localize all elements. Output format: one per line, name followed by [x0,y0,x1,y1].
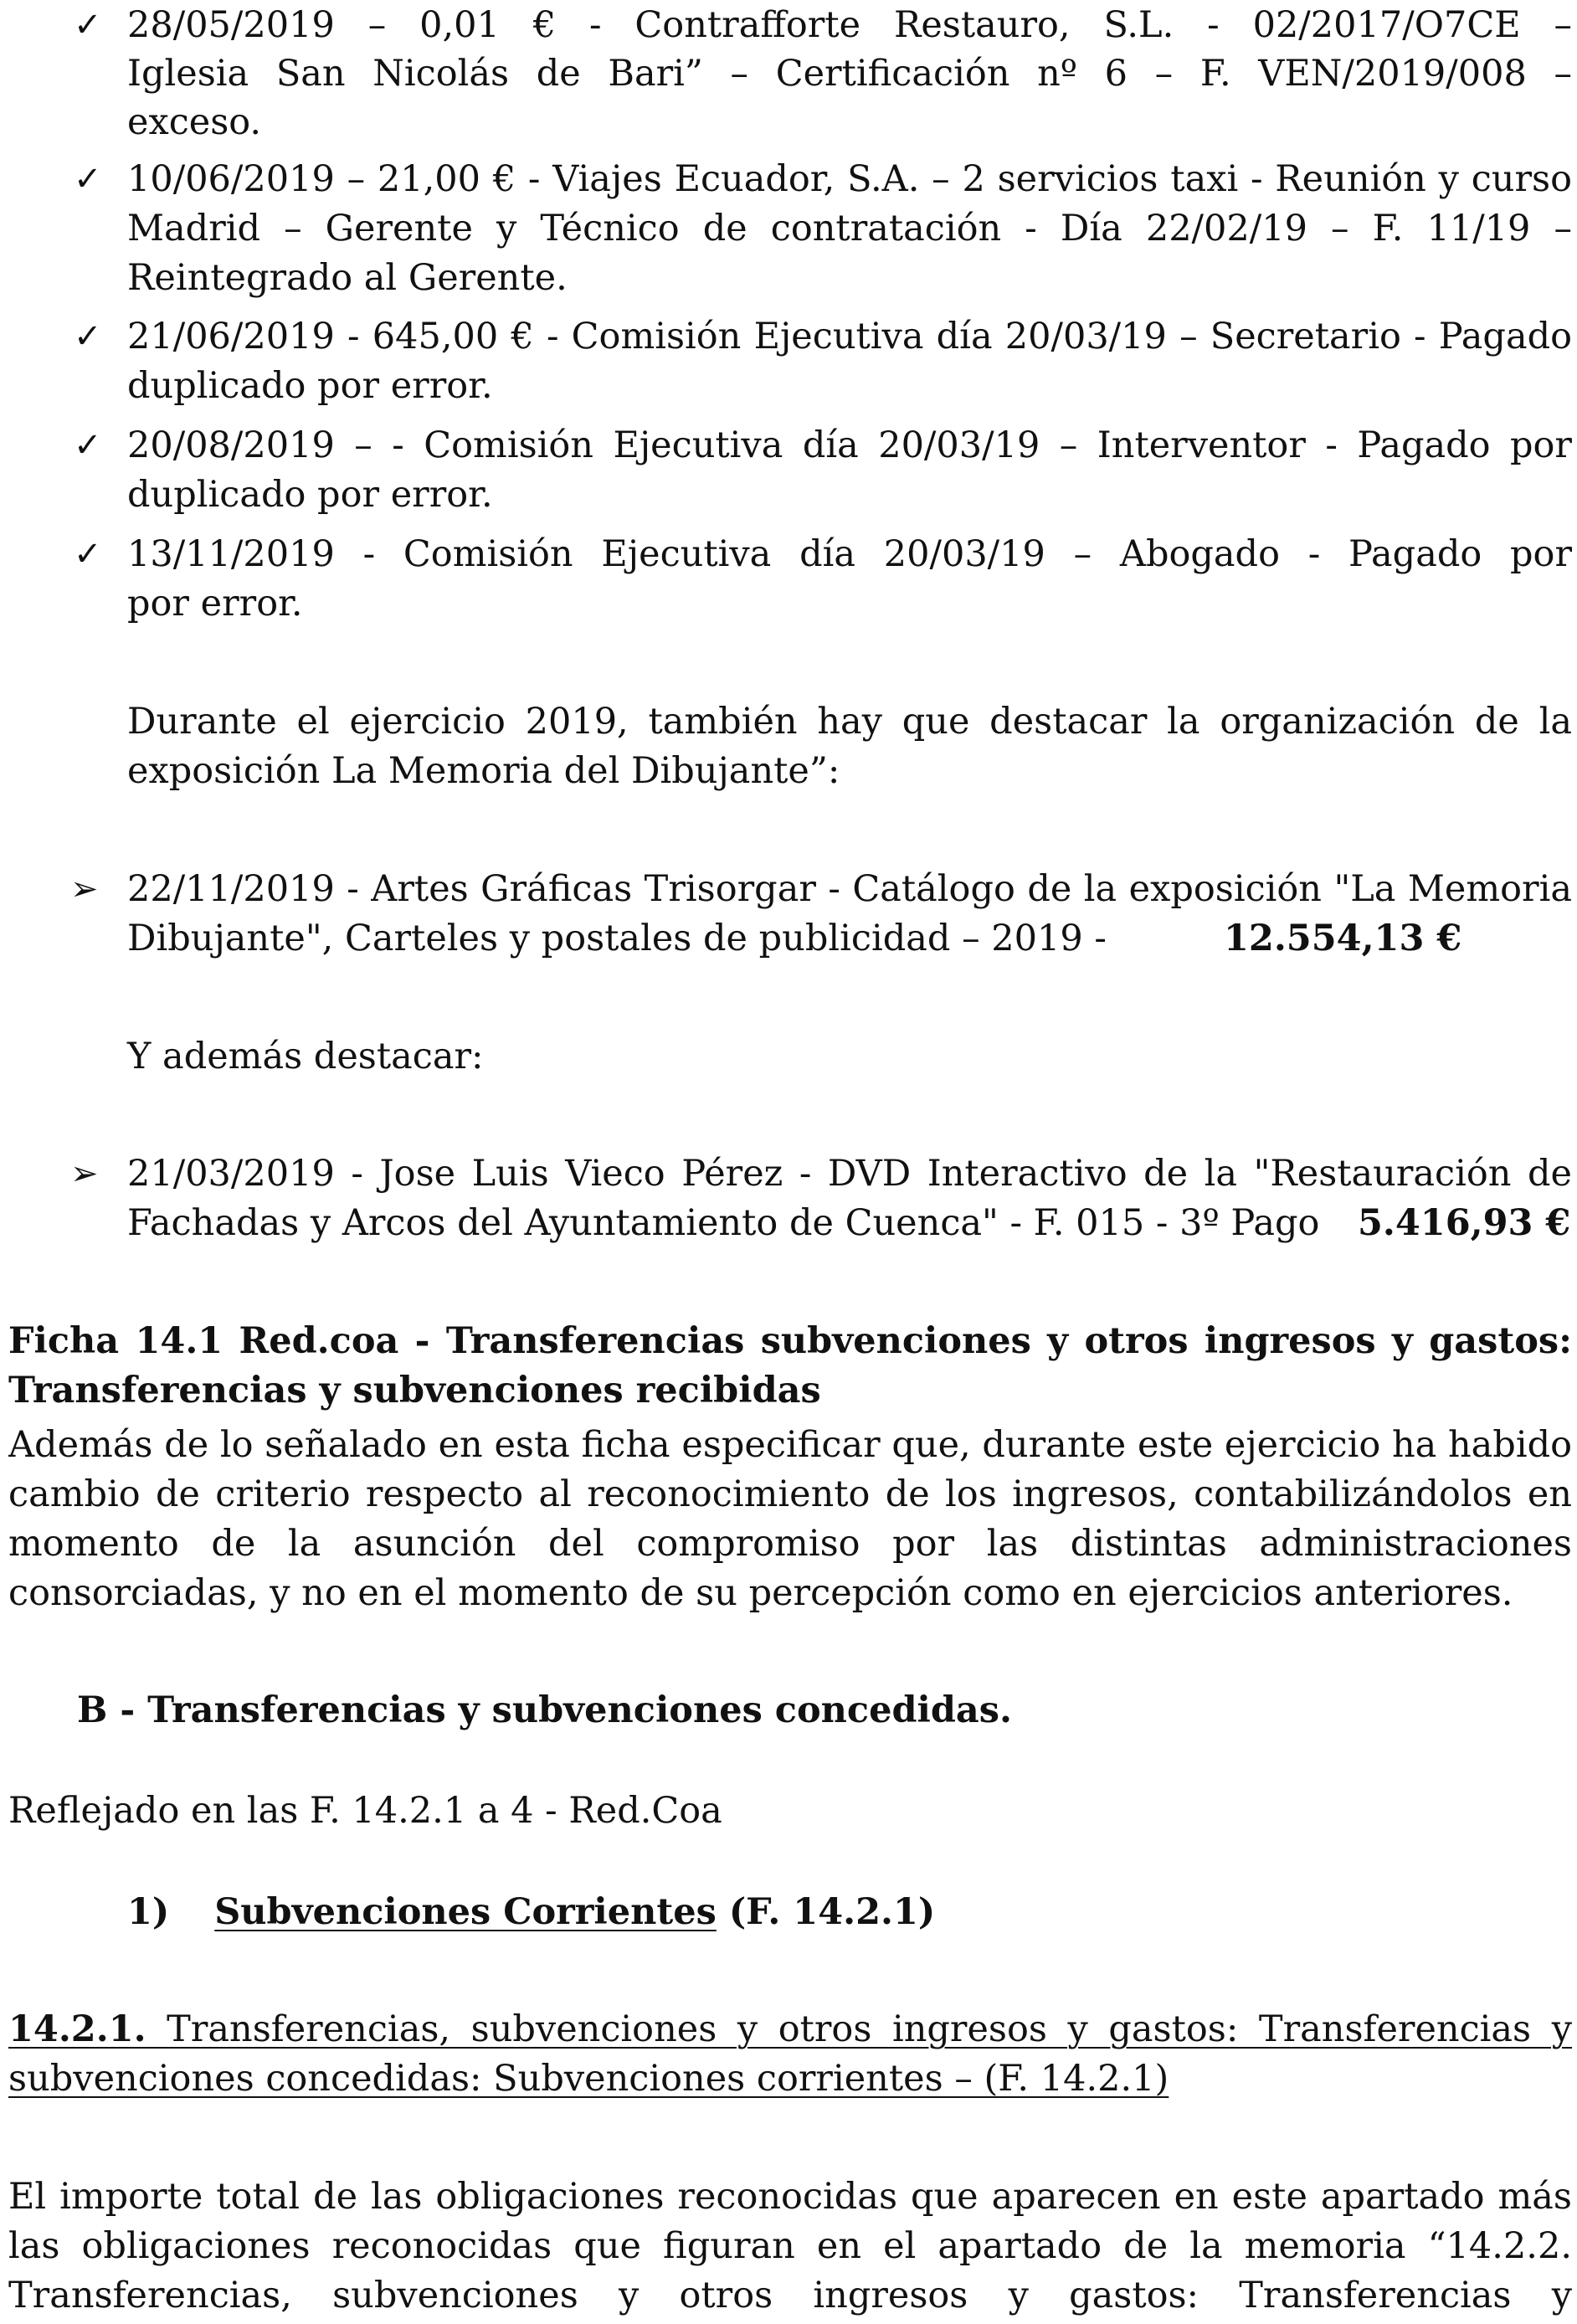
list-item-line: 21/03/2019 - Jose Luis Vieco Pérez - DVD Interactivo de la "Restauración de [127,1153,1572,1195]
paragraph-line: exposición La Memoria del Dibujante”: [127,750,840,792]
amount-value: 5.416,93 € [1358,1202,1571,1244]
numbered-heading [127,1887,935,1937]
list-item-line: 22/11/2019 - Artes Gráficas Trisorgar - Catálogo de la exposición "La Memoria [127,868,1572,910]
paragraph-line: las obligaciones reconocidas que figuran en el apartado de la memoria “14.2.2. [8,2225,1572,2267]
paragraph-line: Y además destacar: [127,1036,484,1077]
list-item-line: Dibujante", Carteles y postales de publicidad – 2019 - [127,918,1107,959]
list-item-line: por error. [127,583,303,625]
list-item-line: Iglesia San Nicolás de Bari” – Certificación nº 6 – F. VEN/2019/008 – [127,53,1572,95]
list-item-line: Reintegrado al Gerente. [127,257,568,299]
list-item-line: Fachadas y Arcos del Ayuntamiento de Cuenca" - F. 015 - 3º Pago [127,1202,1320,1244]
section-heading: Ficha 14.1 Red.coa - Transferencias subvenciones y otros ingresos y gastos: [8,1320,1572,1362]
list-item-line: duplicado por error. [127,474,493,516]
paragraph-line: Además de lo señalado en esta ficha especificar que, durante este ejercicio ha habido [8,1424,1572,1466]
section-heading: Transferencias y subvenciones recibidas [8,1370,821,1411]
subsection-heading: B - Transferencias y subvenciones concedidas. [77,1689,1012,1731]
list-item-line: 20/08/2019 – - Comisión Ejecutiva día 20/03/19 – Interventor - Pagado por [127,424,1572,466]
list-item-line: 13/11/2019 - Comisión Ejecutiva día 20/03/19 – Abogado - Pagado por [127,533,1572,575]
heading-title: Subvenciones Corrientes [214,1891,717,1933]
check-icon: ✓ [74,317,102,356]
paragraph-line: El importe total de las obligaciones reconocidas que aparecen en este apartado más [8,2176,1572,2218]
section-title [8,2004,1572,2054]
check-icon: ✓ [74,535,102,573]
paragraph-line: Reflejado en las F. 14.2.1 a 4 - Red.Coa [8,1790,722,1832]
section-title: subvenciones concedidas: Subvenciones corrientes – (F. 14.2.1) [8,2058,1169,2100]
check-icon: ✓ [74,6,102,44]
arrow-bullet-icon: ➢ [70,1154,99,1193]
paragraph-line: consorciadas, y no en el momento de su percepción como en ejercicios anteriores. [8,1572,1513,1614]
section-number: 14.2.1. [8,2008,146,2050]
list-item-line: 10/06/2019 – 21,00 € - Viajes Ecuador, S.A. – 2 servicios taxi - Reunión y curso [127,158,1572,200]
arrow-bullet-icon: ➢ [70,870,99,908]
paragraph-line: cambio de criterio respecto al reconocimiento de los ingresos, contabilizándolos en [8,1473,1572,1515]
check-icon: ✓ [74,426,102,465]
list-item-line: duplicado por error. [127,365,493,407]
paragraph-line: momento de la asunción del compromiso por las distintas administraciones [8,1523,1572,1565]
paragraph-line: Transferencias, subvenciones y otros ingresos y gastos: Transferencias y [8,2275,1572,2316]
check-icon: ✓ [74,160,102,198]
heading-number: 1) [127,1891,170,1933]
list-item-line: 21/06/2019 - 645,00 € - Comisión Ejecutiva día 20/03/19 – Secretario - Pagado [127,316,1572,357]
list-item-line: 28/05/2019 – 0,01 € - Contrafforte Restauro, S.L. - 02/2017/O7CE – [127,4,1572,46]
list-item-line: Madrid – Gerente y Técnico de contratación - Día 22/02/19 – F. 11/19 – [127,208,1572,249]
section-title-text: Transferencias, subvenciones y otros ingresos y gastos: Transferencias y [146,2008,1572,2050]
amount-value: 12.554,13 € [1224,918,1462,959]
heading-ref: (F. 14.2.1) [728,1891,936,1933]
paragraph-line: Durante el ejercicio 2019, también hay que destacar la organización de la [127,701,1572,743]
list-item-line: exceso. [127,101,262,143]
